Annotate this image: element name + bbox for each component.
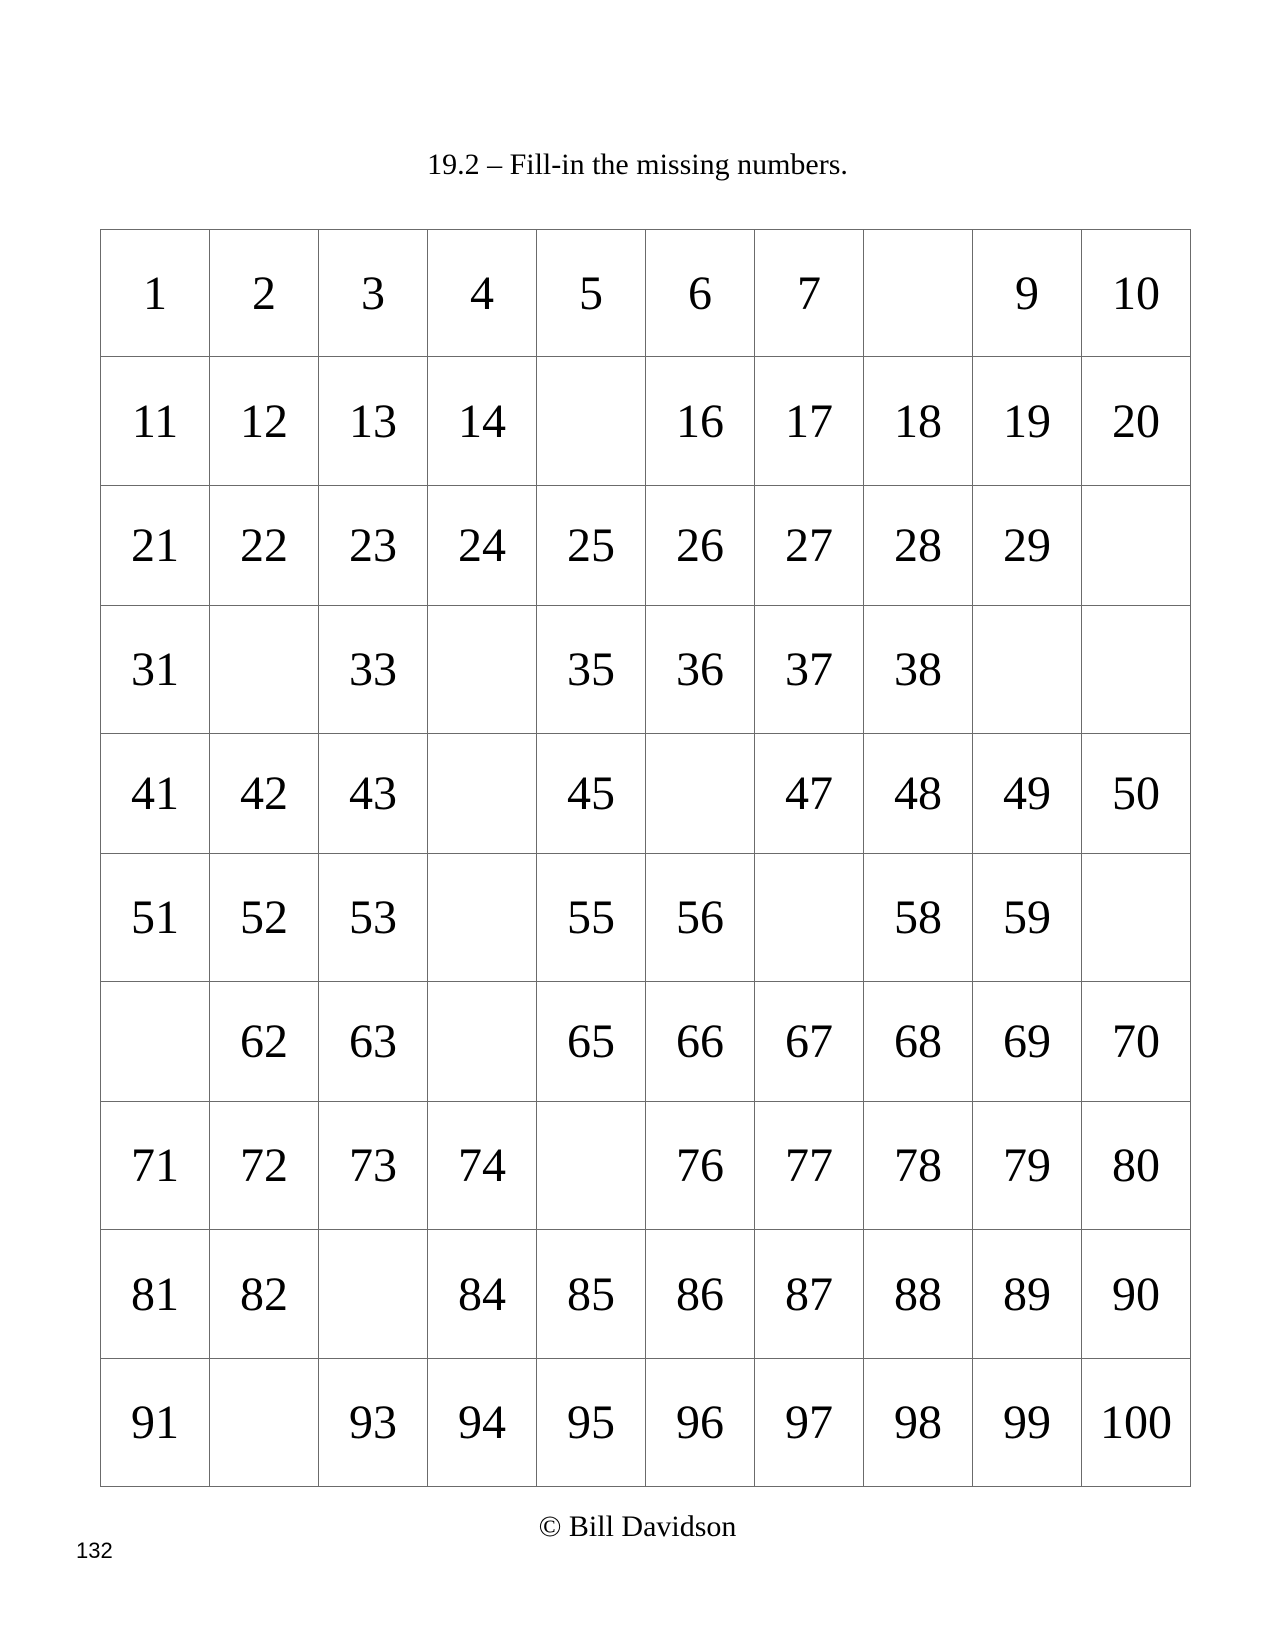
grid-row — [101, 486, 1191, 606]
grid-cell: 56 — [646, 854, 755, 982]
grid-cell-blank[interactable] — [210, 1359, 319, 1487]
grid-cell: 38 — [864, 606, 973, 734]
grid-cell: 27 — [755, 486, 864, 606]
grid-cell: 26 — [646, 486, 755, 606]
grid-cell: 9 — [973, 230, 1082, 357]
grid-cell: 23 — [319, 486, 428, 606]
grid-cell: 70 — [1082, 982, 1191, 1102]
grid-cell: 53 — [319, 854, 428, 982]
grid-cell: 10 — [1082, 230, 1191, 357]
grid-cell: 25 — [537, 486, 646, 606]
grid-cell-blank[interactable] — [755, 854, 864, 982]
grid-cell: 43 — [319, 734, 428, 854]
grid-cell-blank[interactable] — [1082, 854, 1191, 982]
grid-cell: 100 — [1082, 1359, 1191, 1487]
grid-cell: 50 — [1082, 734, 1191, 854]
grid-cell: 90 — [1082, 1230, 1191, 1359]
grid-cell-blank[interactable] — [210, 606, 319, 734]
grid-cell-blank[interactable] — [428, 854, 537, 982]
grid-cell: 79 — [973, 1102, 1082, 1230]
grid-cell: 1 — [101, 230, 210, 357]
grid-cell: 35 — [537, 606, 646, 734]
grid-cell: 11 — [101, 357, 210, 486]
grid-cell: 18 — [864, 357, 973, 486]
grid-cell-blank[interactable] — [864, 230, 973, 357]
grid-cell: 49 — [973, 734, 1082, 854]
grid-cell: 99 — [973, 1359, 1082, 1487]
grid-cell: 48 — [864, 734, 973, 854]
grid-cell: 13 — [319, 357, 428, 486]
copyright-credit: © Bill Davidson — [538, 1510, 737, 1543]
grid-cell: 73 — [319, 1102, 428, 1230]
grid-cell: 36 — [646, 606, 755, 734]
grid-cell: 77 — [755, 1102, 864, 1230]
grid-cell: 28 — [864, 486, 973, 606]
grid-cell: 24 — [428, 486, 537, 606]
grid-cell: 47 — [755, 734, 864, 854]
grid-cell-blank[interactable] — [319, 1230, 428, 1359]
grid-cell: 5 — [537, 230, 646, 357]
grid-row — [101, 982, 1191, 1102]
grid-cell: 16 — [646, 357, 755, 486]
grid-cell: 65 — [537, 982, 646, 1102]
grid-cell: 22 — [210, 486, 319, 606]
grid-cell: 96 — [646, 1359, 755, 1487]
page-title: 19.2 – Fill-in the missing numbers. — [427, 148, 848, 181]
grid-cell: 68 — [864, 982, 973, 1102]
grid-cell: 41 — [101, 734, 210, 854]
grid-cell: 12 — [210, 357, 319, 486]
grid-cell: 45 — [537, 734, 646, 854]
hundreds-chart — [100, 229, 1191, 1487]
grid-cell: 58 — [864, 854, 973, 982]
grid-cell-blank[interactable] — [428, 606, 537, 734]
grid-cell: 76 — [646, 1102, 755, 1230]
grid-cell: 37 — [755, 606, 864, 734]
grid-cell-blank[interactable] — [973, 606, 1082, 734]
grid-cell: 87 — [755, 1230, 864, 1359]
grid-cell: 6 — [646, 230, 755, 357]
grid-cell: 2 — [210, 230, 319, 357]
grid-cell: 95 — [537, 1359, 646, 1487]
grid-row — [101, 734, 1191, 854]
grid-cell: 72 — [210, 1102, 319, 1230]
grid-cell-blank[interactable] — [1082, 606, 1191, 734]
grid-cell: 51 — [101, 854, 210, 982]
grid-cell: 82 — [210, 1230, 319, 1359]
grid-cell: 85 — [537, 1230, 646, 1359]
grid-cell-blank[interactable] — [428, 982, 537, 1102]
grid-cell: 74 — [428, 1102, 537, 1230]
grid-cell: 97 — [755, 1359, 864, 1487]
grid-cell: 19 — [973, 357, 1082, 486]
grid-cell: 29 — [973, 486, 1082, 606]
grid-row — [101, 1230, 1191, 1359]
grid-cell: 42 — [210, 734, 319, 854]
grid-row — [101, 1359, 1191, 1487]
grid-cell: 62 — [210, 982, 319, 1102]
grid-cell: 55 — [537, 854, 646, 982]
grid-cell: 78 — [864, 1102, 973, 1230]
grid-cell: 59 — [973, 854, 1082, 982]
grid-cell: 71 — [101, 1102, 210, 1230]
grid-cell: 63 — [319, 982, 428, 1102]
grid-row — [101, 854, 1191, 982]
grid-cell: 20 — [1082, 357, 1191, 486]
grid-cell: 67 — [755, 982, 864, 1102]
grid-cell: 3 — [319, 230, 428, 357]
grid-cell: 7 — [755, 230, 864, 357]
grid-cell: 81 — [101, 1230, 210, 1359]
grid-cell: 94 — [428, 1359, 537, 1487]
grid-cell: 31 — [101, 606, 210, 734]
grid-cell: 80 — [1082, 1102, 1191, 1230]
grid-cell: 93 — [319, 1359, 428, 1487]
grid-row — [101, 357, 1191, 486]
grid-cell-blank[interactable] — [101, 982, 210, 1102]
grid-cell-blank[interactable] — [537, 1102, 646, 1230]
grid-cell-blank[interactable] — [428, 734, 537, 854]
grid-cell: 52 — [210, 854, 319, 982]
grid-cell: 86 — [646, 1230, 755, 1359]
grid-cell: 88 — [864, 1230, 973, 1359]
grid-cell: 91 — [101, 1359, 210, 1487]
grid-cell: 4 — [428, 230, 537, 357]
grid-cell: 98 — [864, 1359, 973, 1487]
grid-cell-blank[interactable] — [646, 734, 755, 854]
grid-cell: 84 — [428, 1230, 537, 1359]
grid-cell: 66 — [646, 982, 755, 1102]
grid-cell: 14 — [428, 357, 537, 486]
grid-row — [101, 1102, 1191, 1230]
grid-cell-blank[interactable] — [537, 357, 646, 486]
grid-cell-blank[interactable] — [1082, 486, 1191, 606]
grid-cell: 89 — [973, 1230, 1082, 1359]
grid-cell: 17 — [755, 357, 864, 486]
grid-row — [101, 230, 1191, 357]
grid-cell: 33 — [319, 606, 428, 734]
grid-row — [101, 606, 1191, 734]
grid-cell: 69 — [973, 982, 1082, 1102]
page-number: 132 — [76, 1538, 113, 1563]
grid-cell: 21 — [101, 486, 210, 606]
